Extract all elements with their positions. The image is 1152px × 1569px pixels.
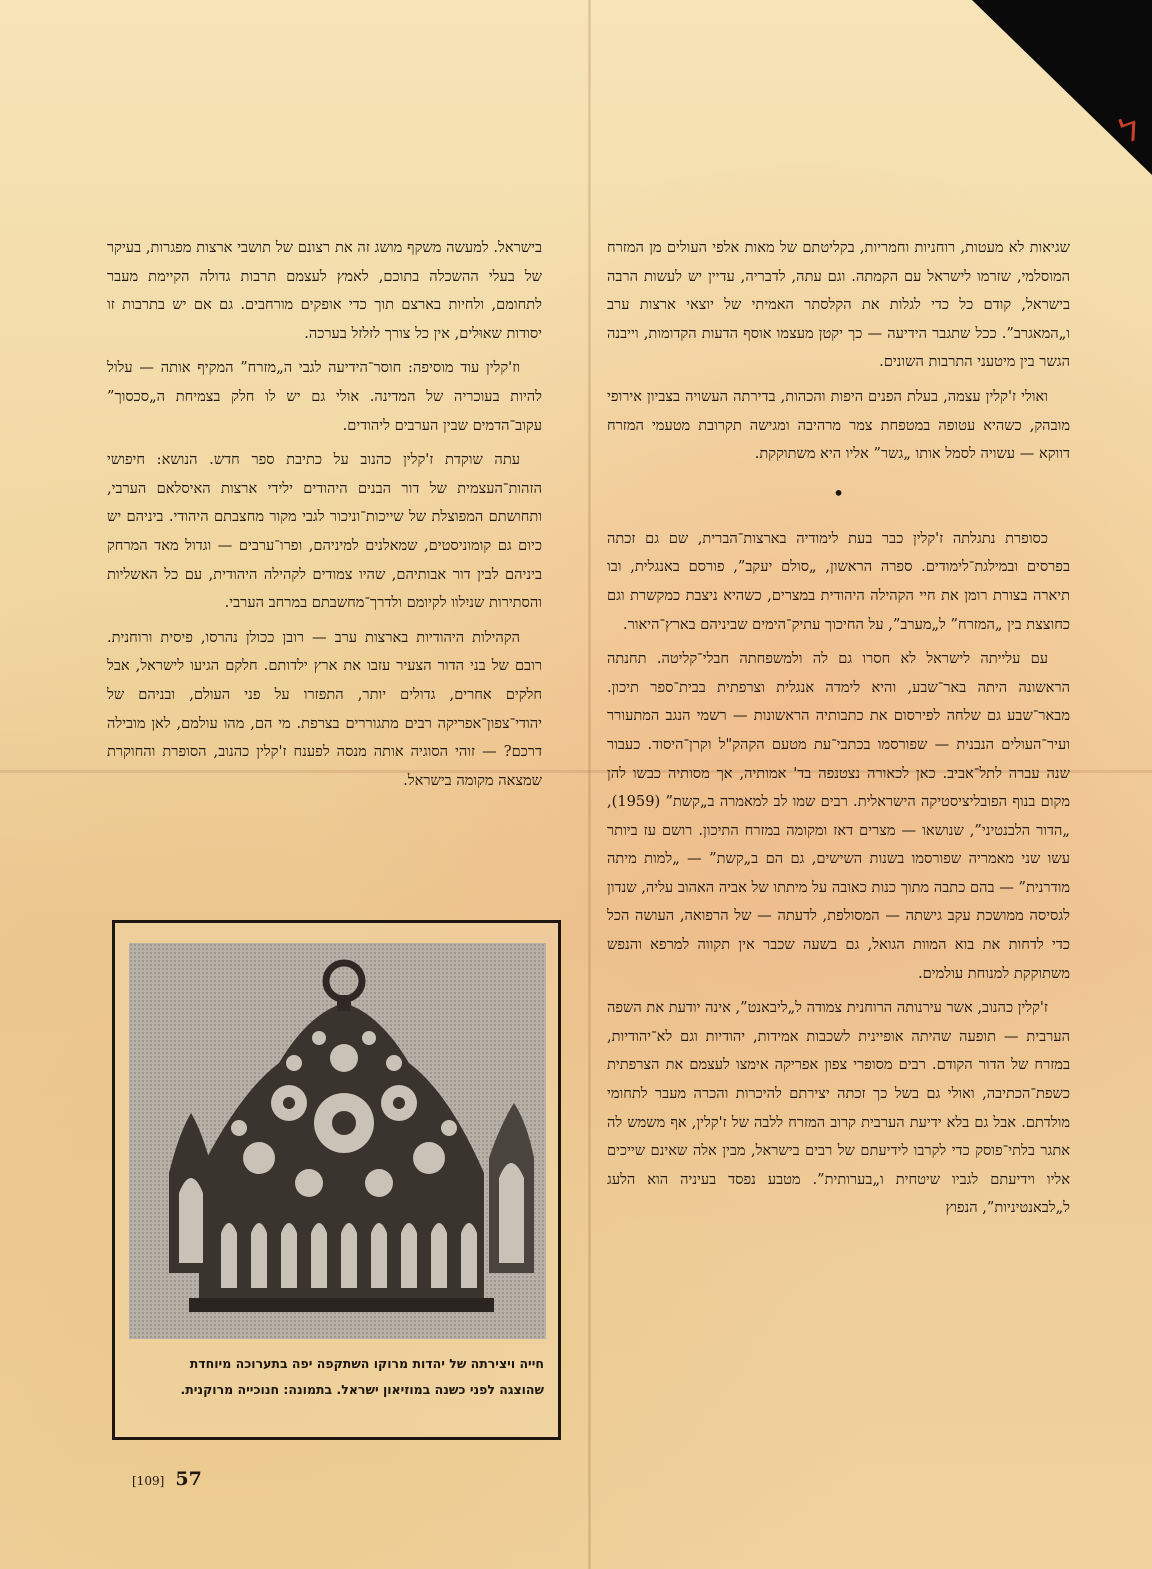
- left-text-column: [107, 234, 542, 801]
- paragraph: ז'קלין כהנוב, אשר עירנותה הרוחנית צמודה ל„ליבאנט”, אינה יודעת את השפה הערבית — תופעה שהיתה אופיינית לשכבות אמידות, יהודיות וגם לא־יהודיות, במזרח של הדור הקודם. רבים מסופרי צפון אפריקה אימצו לעצמם את הצרפתית כשפת־הכתיבה, ואולי גם בשל כך זכתה יצירתם להיכרות והכרה מעבר לתחומי מולדתם. אבל גם בלא ידיעת הערבית קרוב המזרח ללבה של ז'קלין, אף משמש לה אתגר בלתי־פוסק כדי לקרבו לידיעתם של רבים בישראל, מבין אלה שאינם שייכים אליו וידיעתם לגביו שיטחית ו„בערותית”. מטבע נפסד בעיניה הוא הלעג ל„לבאנטיניות”, הנפוץ: [607, 999, 1070, 1217]
- menorah-illustration: [129, 943, 546, 1339]
- paragraph: עתה שוקדת ז'קלין כהנוב על כתיבת ספר חדש. הנושא: חיפושי הזהות־העצמית של דור הבנים היהודים ילידי ארצות האיסלאם הערבי, ותחושתם המפוצלת של שייכות־וניכור לגבי מקור מחצבתם היהודי. ביניהם יש כיום גם קומוניסטים, שמאלנים למיניהם, ופרו־ערבים — וגדול מאד המרחק ביניהם לבין דור אבותיהם, שהיו צמודים לקהילה היהודית, עם כל האשליות והסתירות שניִלוו לקיומם ולדרך־מחשבתם במרחב הערבי.: [107, 451, 542, 612]
- section-separator-bullet: •: [832, 480, 845, 505]
- paragraph: הקהילות היהודיות בארצות ערב — רובן ככולן נהרסו, פיסית ורוחנית. רובם של בני הדור הצעיר עזבו את ארץ ילדותם. חלקם הגיעו לישראל, אבל חלקים אחרים, גדולים יותר, התפזרו על פני העולם, ובניהם של יהודי־צפון־אפריקה רבים מתגוררים בצרפת. מי הם, מהו עולמם, לאן מובילה דרכם? — זוהי הסוגיה אותה מנסה לפענח ז'קלין כהנוב, הסופרת והחוקרת שמצאה מקומה בישראל.: [107, 628, 542, 789]
- paper-fold-vertical: [588, 0, 591, 1569]
- page-number-bracketed: [109]: [132, 1474, 165, 1488]
- paragraph: בישראל. למעשה משקף מושג זה את רצונם של תושבי ארצות מפגרות, בעיקר של בעלי ההשכלה בתוכם, לאמץ לעצמם תרבות גדולה הקיימת מעבר לתחומם, ולחיות בארצם תוך כדי אופקים מורחבים. גם אם יש בתרבות זו יסודות שאוּלים, אין כל צורך לזלזל בערכה.: [107, 239, 542, 342]
- torn-corner: [972, 0, 1152, 175]
- photo-frame: [112, 920, 561, 1440]
- caption-line: שהוצגה לפני כשנה במוזיאון ישראל. בתמונה: חנוכייה מרוקנית.: [180, 1382, 544, 1397]
- paragraph: ואולי ז'קלין עצמה, בעלת הפנים היפות והכהות, בדירתה העשויה בצביון אירופי מובהק, כשהיא עטופה במטפחת צמר מרהיבה ומגישה תקרובת מטעמי המזרח דווקא — עשויה לסמל אותו „גשר” אליו היא משתוקקת.: [607, 387, 1070, 463]
- caption-line: חייה ויצירתה של יהדות מרוקו השתקפה יפה בתערוכה מיוחדת: [189, 1356, 544, 1371]
- paragraph: וז'קלין עוד מוסיפה: חוסר־הידיעה לגבי ה„מזרח” המקיף אותה — עלול להיות בעוכריה של המדינה. אולי גם יש לו חלק בצמיחת ה„סכסוך” עקוב־הדמים שבין הערבים ליהודים.: [107, 359, 542, 434]
- paragraph: כסופרת נתגלתה ז'קלין כבר בעת לימודיה בארצות־הברית, שם גם זכתה בפרסים ובמילגת־לימודים. ספרה הראשון, „סולם יעקב”, פורסם באנגלית, ובו תיארה בצורת רומן את חיי הקהילה היהודית במצרים, כשהיא ניצבת כמקשרת וגם כחוצצת בין „המזרח” ל„מערב”, על החיכוך עתיק־הימים שביניהם בארץ־היאור.: [607, 529, 1070, 633]
- handwritten-red-mark: ל: [1114, 107, 1147, 153]
- page-number: [132, 1468, 202, 1490]
- hanukkah-lamp-photo: [129, 943, 546, 1339]
- faded-header-ghost: [322, 90, 822, 220]
- paragraph: שגיאות לא מעטות, רוחניות וחמריות, בקליטתם של מאות אלפי העולים מן המזרח המוסלמי, שזרמו לישראל עם הקמתה. וגם עתה, לדבריה, עדיין יש לעשות הרבה בישראל, קודם כל כדי לגלות את הקלסתר האמיתי של יוצאי ארצות ערב ו„המאגרב”. ככל שתגבר הידיעה — כך יקטן מעצמו אוסף הדעות הקדומות, וייבנה הגשר בין מיטעני התרבות השונים.: [607, 239, 1070, 371]
- photo-caption: [125, 1351, 544, 1403]
- right-text-column: [607, 234, 1070, 1229]
- page-number-main: 57: [175, 1468, 202, 1490]
- paragraph: עם עלייתה לישראל לא חסרו גם לה ולמשפחתה חבלי־קליטה. תחנתה הראשונה היתה באר־שבע, והיא לימדה אנגלית וצרפתית בבית־ספר תיכון. מבאר־שבע גם שלחה לפירסום את כתבותיה הראשונות — רשמי הנגב המתעורר ועיר־העולים הנבנית — שפורסמו בכתבי־עת מטעם הקהק"ל וקרן־היסוד. כעבור שנה עברה לתל־אביב. כאן לכאורה נצטנפה בד' אמותיה, אך מסותיה כבשו להן מקום בנוף הפובליציסטיקה הישראלית. רבים שמו לב למאמרה ב„קשת” (1959), „הדור הלבנטיני”, שנושאו — מצרים דאז ומקומה במזרח התיכון. רושם עז ביותר עשו שני מאמריה שפורסמו בשנות השישים, גם הם ב„קשת” — „למות מיתה מודרנית” — בהם כתבה מתוך כנות כאובה על מיתתו של אביה האהוב עליה, שנדון לגסיסה ממושכת עקב גישתה — המסולפת, לדעתה — של הרפואה, העושה הכל כדי לדחות את בוא המוות הגואל, גם בשעה שכבר אין תקווה למרפא והנפש משתוקקת למנוחת עולמים.: [607, 650, 1070, 982]
